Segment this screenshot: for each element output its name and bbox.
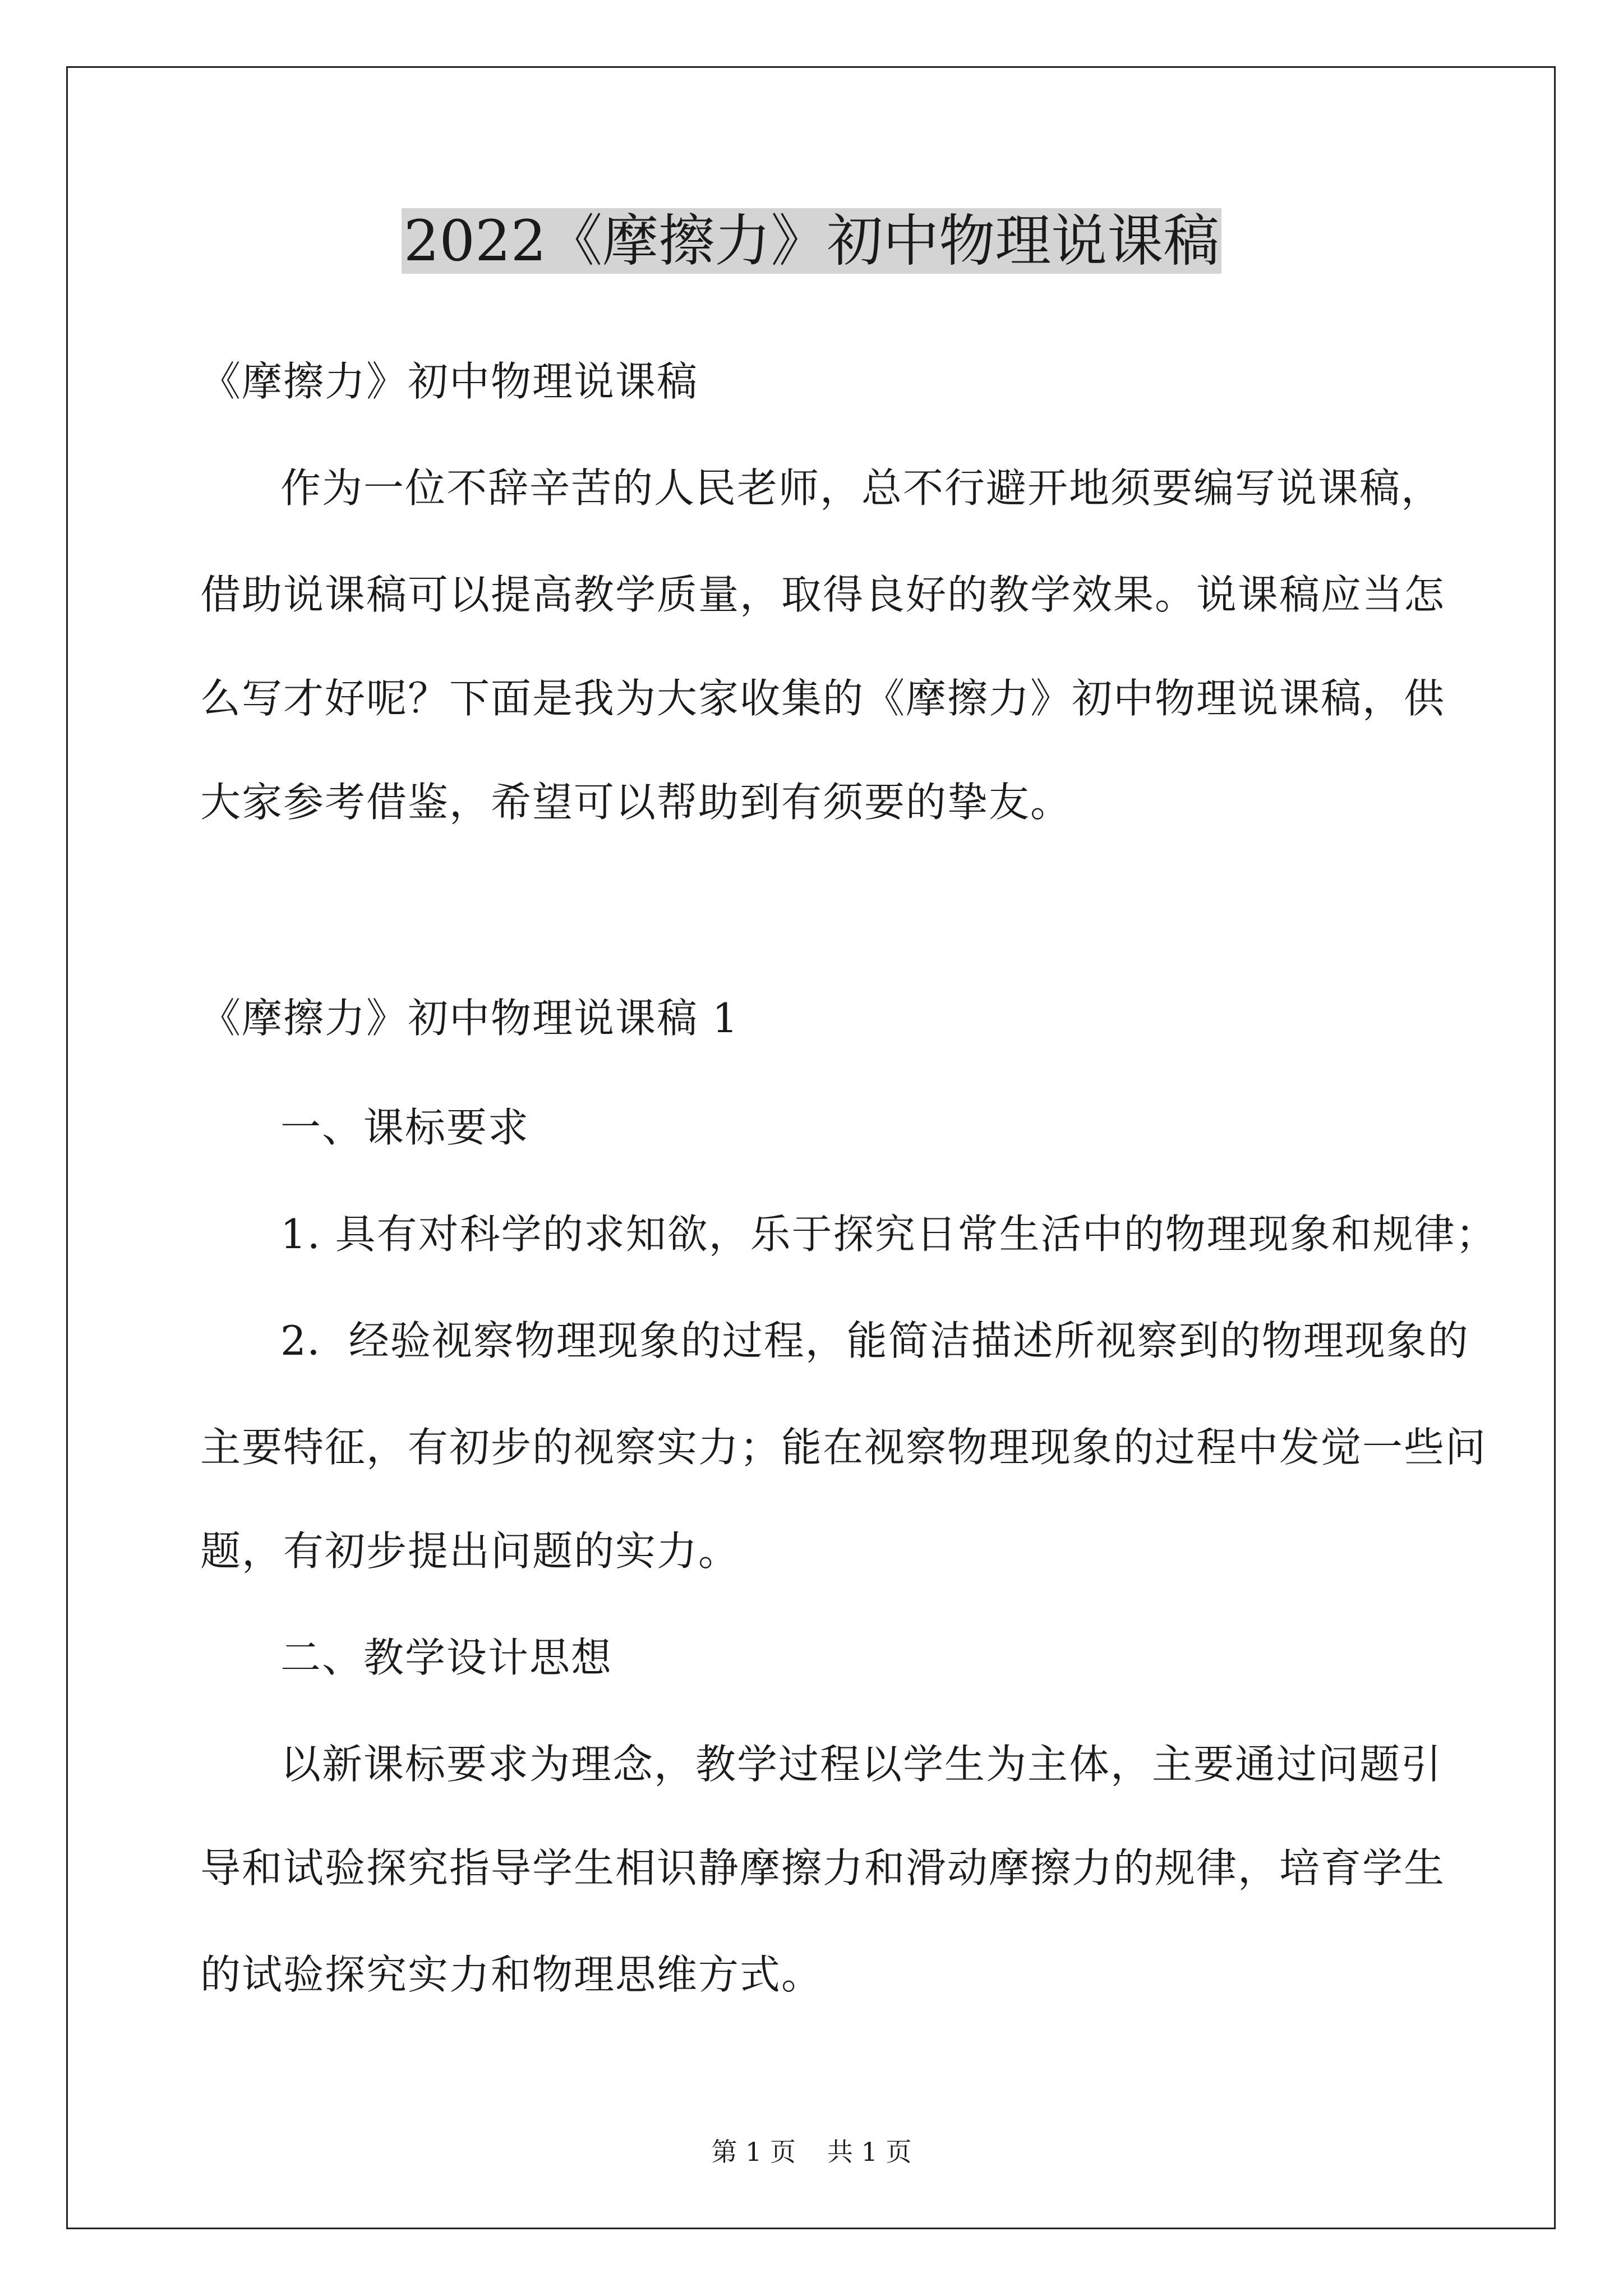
document-title-text: 2022《摩擦力》初中物理说课稿: [402, 208, 1222, 274]
intro-line-1: 作为一位不辞辛苦的人民老师，总不行避开地须要编写说课稿，: [280, 464, 1443, 512]
document-subtitle: 《摩擦力》初中物理说课稿: [200, 358, 699, 405]
part-2-line-2: 导和试验探究指导学生相识静摩擦力和滑动摩擦力的规律，培育学生: [200, 1844, 1446, 1892]
part-1-heading: 一、课标要求: [280, 1104, 530, 1151]
section-1-heading: 《摩擦力》初中物理说课稿 1: [200, 995, 739, 1042]
intro-line-2: 借助说课稿可以提高教学质量，取得良好的教学效果。说课稿应当怎: [200, 571, 1446, 618]
footer-page-current: 第 1 页: [711, 2137, 796, 2167]
intro-line-4: 大家参考借鉴，希望可以帮助到有须要的挚友。: [200, 779, 1072, 826]
requirement-1: 1. 具有对科学的求知欲，乐于探究日常生活中的物理现象和规律；: [280, 1211, 1497, 1258]
intro-line-3: 么写才好呢？下面是我为大家收集的《摩擦力》初中物理说课稿，供: [200, 675, 1446, 722]
footer-page-total: 共 1 页: [827, 2137, 912, 2167]
part-2-line-1: 以新课标要求为理念，教学过程以学生为主体，主要通过问题引: [280, 1741, 1443, 1788]
page-footer: [0, 2135, 1623, 2169]
document-title: [0, 202, 1623, 280]
part-2-heading: 二、教学设计思想: [280, 1634, 613, 1681]
part-2-line-3: 的试验探究实力和物理思维方式。: [200, 1951, 823, 1998]
requirement-2-line-2: 主要特征，有初步的视察实力；能在视察物理现象的过程中发觉一些问: [200, 1424, 1487, 1471]
requirement-2-line-3: 题，有初步提出问题的实力。: [200, 1527, 740, 1575]
requirement-2-line-1: 2．经验视察物理现象的过程，能简洁描述所视察到的物理现象的: [280, 1317, 1469, 1364]
